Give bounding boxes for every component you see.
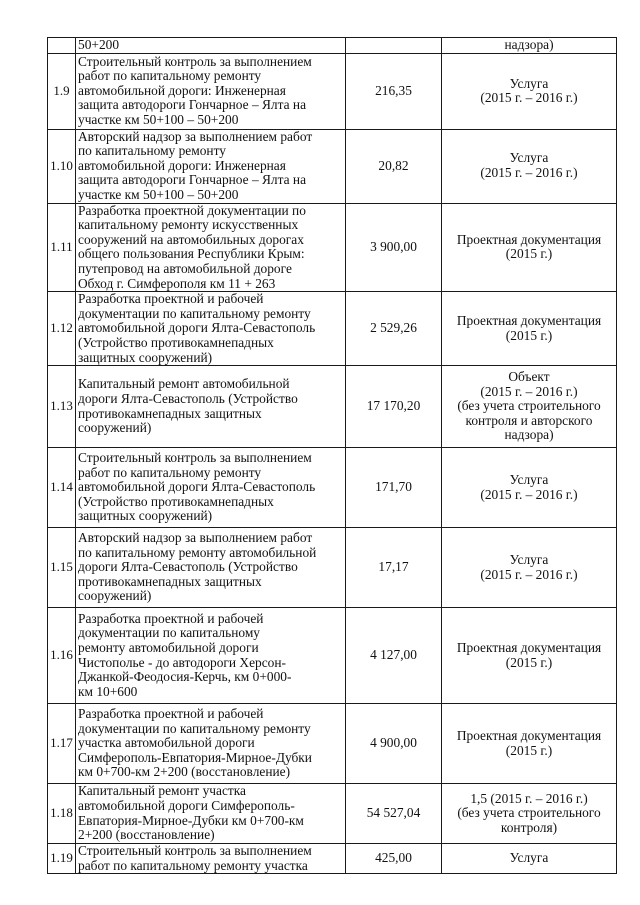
- description-line: Авторский надзор за выполнением работ: [78, 530, 313, 546]
- result-line: (2015 г.): [505, 327, 553, 343]
- result-type: [442, 528, 617, 608]
- work-description: [76, 608, 346, 704]
- description-line: работ по капитальному ремонту: [78, 68, 262, 84]
- description-line: 50+200: [78, 37, 120, 52]
- cost-value: 20,82: [346, 129, 442, 203]
- description-line: Разработка проектной и рабочей: [78, 291, 264, 307]
- work-description: [76, 704, 346, 784]
- description-line: Капитальный ремонт автомобильной: [78, 376, 290, 392]
- description-line: путепровод на автомобильной дороге: [78, 260, 292, 276]
- work-description: [76, 129, 346, 203]
- description-line: автомобильной дороги Симферополь-: [78, 798, 295, 813]
- description-line: автомобильной дороги Ялта-Севастополь: [78, 320, 316, 336]
- result-line: Услуга: [509, 75, 549, 91]
- table-row: [48, 528, 617, 608]
- description-line: км 10+600: [78, 683, 138, 699]
- description-line: Строительный контроль за выполнением: [78, 53, 312, 69]
- result-line: (2015 г. – 2016 г.): [480, 486, 578, 502]
- description-line: автомобильной дороги Ялта-Севастополь: [78, 479, 316, 495]
- description-line: сооружений): [78, 588, 152, 604]
- work-description: [76, 844, 346, 874]
- result-line: надзора): [504, 37, 554, 52]
- cost-value: 425,00: [346, 844, 442, 874]
- result-type: [442, 292, 617, 366]
- cost-value: 216,35: [346, 53, 442, 129]
- cost-value: 4 900,00: [346, 704, 442, 784]
- result-line: 1,5 (2015 г. – 2016 г.): [470, 790, 588, 806]
- description-line: участке км 50+100 – 50+200: [78, 111, 239, 127]
- table-row: [48, 129, 617, 203]
- description-line: (Устройство противокамнепадных: [78, 334, 274, 350]
- table-row: [48, 366, 617, 448]
- row-number: 1.9: [48, 53, 76, 129]
- result-type: [442, 844, 617, 874]
- cost-value: 17,17: [346, 528, 442, 608]
- description-line: (Устройство противокамнепадных: [78, 493, 274, 509]
- work-description: [76, 528, 346, 608]
- cost-value: 3 900,00: [346, 203, 442, 292]
- description-line: Разработка проектной и рабочей: [78, 706, 264, 722]
- work-description: [76, 38, 346, 54]
- description-line: дороги Ялта-Севастополь (Устройство: [78, 559, 298, 575]
- table-row: [48, 53, 617, 129]
- description-line: защита автодороги Гончарное – Ялта на: [78, 97, 307, 113]
- result-line: Услуга: [509, 472, 549, 487]
- description-line: документации по капитальному: [78, 625, 260, 641]
- table-row: [48, 448, 617, 528]
- result-line: Проектная документация: [456, 640, 602, 655]
- result-line: Услуга: [509, 850, 549, 866]
- row-number: 1.19: [48, 844, 76, 874]
- description-line: Симферополь-Евпатория-Мирное-Дубки: [78, 749, 312, 765]
- description-line: по капитальному ремонту: [78, 143, 226, 159]
- description-line: Джанкой-Феодосия-Керчь, км 0+000-: [78, 669, 292, 685]
- row-number: 1.14: [48, 448, 76, 528]
- description-line: ремонту автомобильной дороги: [78, 640, 259, 655]
- description-line: участке км 50+100 – 50+200: [78, 186, 239, 202]
- works-table: [47, 37, 617, 874]
- description-line: документации по капитальному ремонту: [78, 305, 311, 321]
- row-number: 1.16: [48, 608, 76, 704]
- result-type: [442, 608, 617, 704]
- result-line: (2015 г.): [505, 246, 553, 262]
- result-line: (2015 г.): [505, 654, 553, 670]
- row-number: 1.15: [48, 528, 76, 608]
- result-type: [442, 784, 617, 844]
- cost-value: 171,70: [346, 448, 442, 528]
- cost-value: 2 529,26: [346, 292, 442, 366]
- result-line: (2015 г. – 2016 г.): [480, 383, 578, 399]
- description-line: Евпатория-Мирное-Дубки км 0+700-км: [78, 812, 304, 828]
- result-line: (2015 г. – 2016 г.): [480, 90, 578, 106]
- result-type: [442, 704, 617, 784]
- row-number: 1.12: [48, 292, 76, 366]
- table-row: [48, 704, 617, 784]
- row-number: 1.13: [48, 366, 76, 448]
- work-description: [76, 53, 346, 129]
- result-line: (2015 г. – 2016 г.): [480, 165, 578, 181]
- description-line: Разработка проектной документации по: [78, 202, 306, 218]
- table-row: [48, 844, 617, 874]
- description-line: автомобильной дороги: Инженерная: [78, 82, 286, 98]
- description-line: по капитальному ремонту автомобильной: [78, 544, 317, 560]
- table-row: [48, 38, 617, 54]
- result-line: Услуга: [509, 552, 549, 567]
- result-line: контроля и авторского: [465, 412, 593, 428]
- result-type: [442, 366, 617, 448]
- table-row: [48, 608, 617, 704]
- work-description: [76, 292, 346, 366]
- result-type: [442, 129, 617, 203]
- result-line: контроля): [500, 819, 558, 835]
- description-line: автомобильной дороги: Инженерная: [78, 157, 286, 173]
- result-line: Проектная документация: [456, 231, 602, 247]
- description-line: противокамнепадных защитных: [78, 573, 262, 589]
- description-line: дороги Ялта-Севастополь (Устройство: [78, 391, 298, 406]
- result-line: Проектная документация: [456, 728, 602, 743]
- work-description: [76, 366, 346, 448]
- result-line: Объект: [508, 369, 550, 385]
- result-type: [442, 38, 617, 54]
- table-row: [48, 292, 617, 366]
- result-line: (без учета строительного: [457, 398, 601, 414]
- description-line: работ по капитальному ремонту: [78, 464, 262, 480]
- table-row: [48, 203, 617, 292]
- result-line: (без учета строительного: [457, 805, 601, 821]
- result-line: Проектная документация: [456, 313, 602, 329]
- description-line: Обход г. Симферополя км 11 + 263: [78, 275, 276, 291]
- result-type: [442, 448, 617, 528]
- description-line: защитных сооружений): [78, 508, 213, 524]
- description-line: Строительный контроль за выполнением: [78, 450, 312, 466]
- row-number: 1.17: [48, 704, 76, 784]
- work-description: [76, 784, 346, 844]
- work-description: [76, 448, 346, 528]
- result-type: [442, 53, 617, 129]
- cost-value: 4 127,00: [346, 608, 442, 704]
- description-line: общего пользования Республики Крым:: [78, 246, 305, 262]
- description-line: сооружений на автомобильных дорогах: [78, 231, 304, 247]
- cost-value: 54 527,04: [346, 784, 442, 844]
- works-table-body: [48, 38, 617, 874]
- result-line: надзора): [504, 427, 554, 443]
- row-number: 1.10: [48, 129, 76, 203]
- description-line: Строительный контроль за выполнением: [78, 843, 312, 859]
- description-line: Разработка проектной и рабочей: [78, 610, 264, 626]
- description-line: работ по капитальному ремонту участка: [78, 857, 308, 873]
- description-line: км 0+700-км 2+200 (восстановление): [78, 764, 291, 780]
- row-number: 1.18: [48, 784, 76, 844]
- description-line: защитных сооружений): [78, 349, 213, 365]
- description-line: Капитальный ремонт участка: [78, 783, 246, 799]
- result-line: Услуга: [509, 150, 549, 166]
- description-line: защита автодороги Гончарное – Ялта на: [78, 172, 307, 188]
- row-number: [48, 38, 76, 54]
- work-description: [76, 203, 346, 292]
- result-line: (2015 г. – 2016 г.): [480, 566, 578, 582]
- description-line: Авторский надзор за выполнением работ: [78, 128, 313, 144]
- result-type: [442, 203, 617, 292]
- description-line: противокамнепадных защитных: [78, 405, 262, 421]
- cost-value: 17 170,20: [346, 366, 442, 448]
- description-line: 2+200 (восстановление): [78, 827, 215, 843]
- row-number: 1.11: [48, 203, 76, 292]
- result-line: (2015 г.): [505, 742, 553, 758]
- description-line: Чистополье - до автодороги Херсон-: [78, 654, 287, 670]
- description-line: участка автомобильной дороги: [78, 735, 255, 751]
- table-row: [48, 784, 617, 844]
- description-line: сооружений): [78, 420, 152, 436]
- cost-value: [346, 38, 442, 54]
- description-line: документации по капитальному ремонту: [78, 720, 311, 736]
- description-line: капитальному ремонту искусственных: [78, 217, 299, 233]
